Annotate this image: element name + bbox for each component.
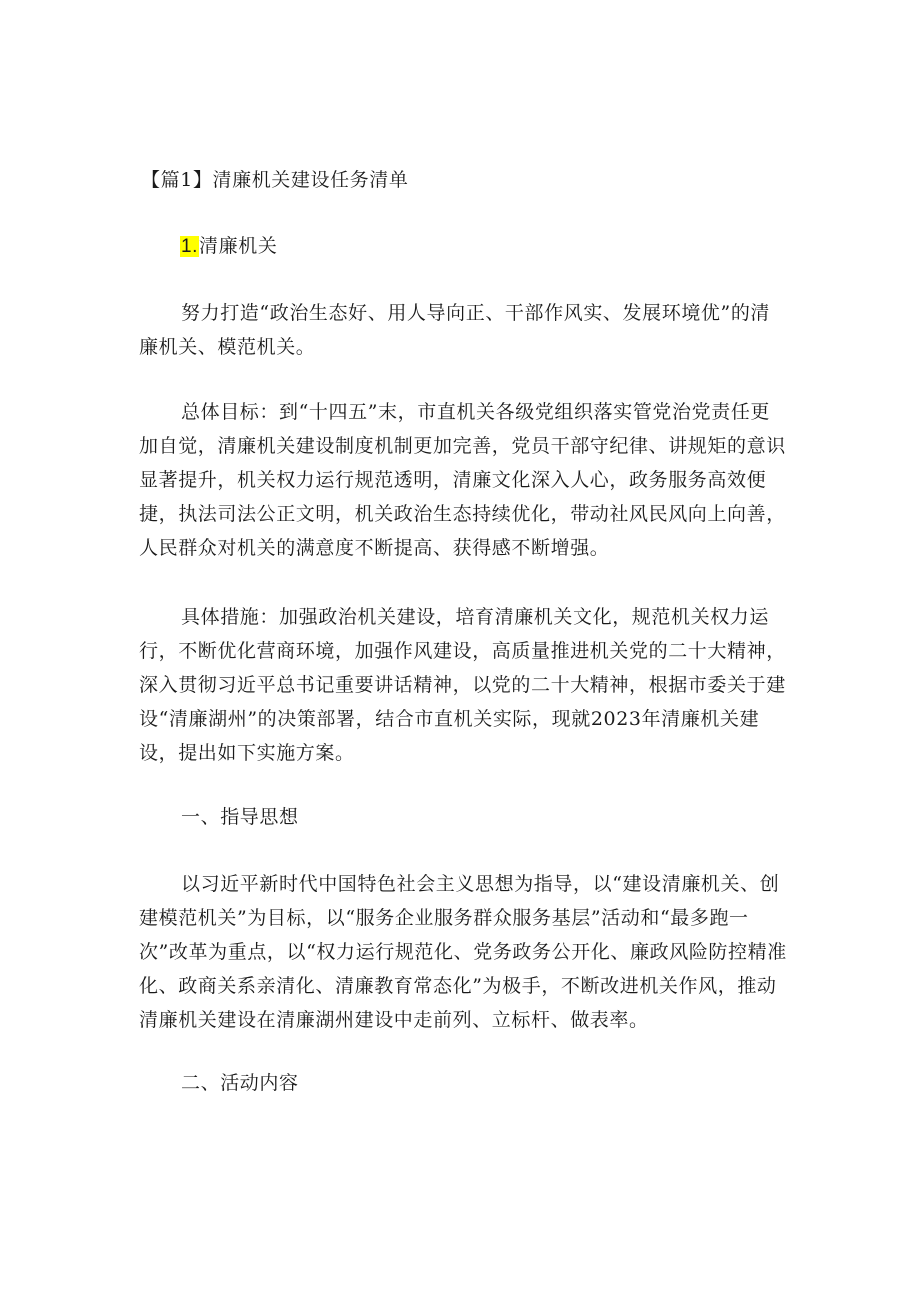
heading-activity-content: 二、活动内容 bbox=[181, 1072, 299, 1094]
section-item-1-label: 清廉机关 bbox=[199, 235, 278, 257]
heading-guiding-ideology: 一、指导思想 bbox=[181, 806, 299, 828]
highlighted-number: 1. bbox=[181, 236, 199, 257]
paragraph-overall-target: 总体目标：到“十四五”末，市直机关各级党组织落实管党治党责任更加自觉，清廉机关建设制度机制更加完善，党员干部守纪律、讲规矩的意识显著提升，机关权力运行规范透明，清廉文化深入人心，政务服务高效便捷，执法司法公正文明，机关政治生态持续优化，带动社风民风向上向善，人民群众对机关的满意度不断提高、获得感不断增强。 bbox=[139, 401, 786, 559]
section-item-1 bbox=[180, 229, 830, 264]
document-title: 【篇1】清廉机关建设任务清单 bbox=[141, 169, 409, 191]
paragraph-guiding-ideology: 以习近平新时代中国特色社会主义思想为指导，以“建设清廉机关、创建模范机关”为目标，以“服务企业服务群众服务基层”活动和“最多跑一次”改革为重点，以“权力运行规范化、党务政务公开化、廉政风险防控精准化、政商关系亲清化、清廉教育常态化”为极手，不断改进机关作风，推动清廉机关建设在清廉湖州建设中走前列、立标杆、做表率。 bbox=[139, 873, 787, 1031]
paragraph-specific-measures: 具体措施：加强政治机关建设，培育清廉机关文化，规范机关权力运行，不断优化营商环境，加强作风建设，高质量推进机关党的二十大精神，深入贯彻习近平总书记重要讲话精神，以党的二十大精神，根据市委关于建设“清廉湖州”的决策部署，结合市直机关实际，现就2023年清廉机关建设，提出如下实施方案。 bbox=[139, 606, 786, 764]
paragraph-goal-statement: 努力打造“政治生态好、用人导向正、干部作风实、发展环境优”的清廉机关、模范机关。 bbox=[139, 302, 771, 358]
